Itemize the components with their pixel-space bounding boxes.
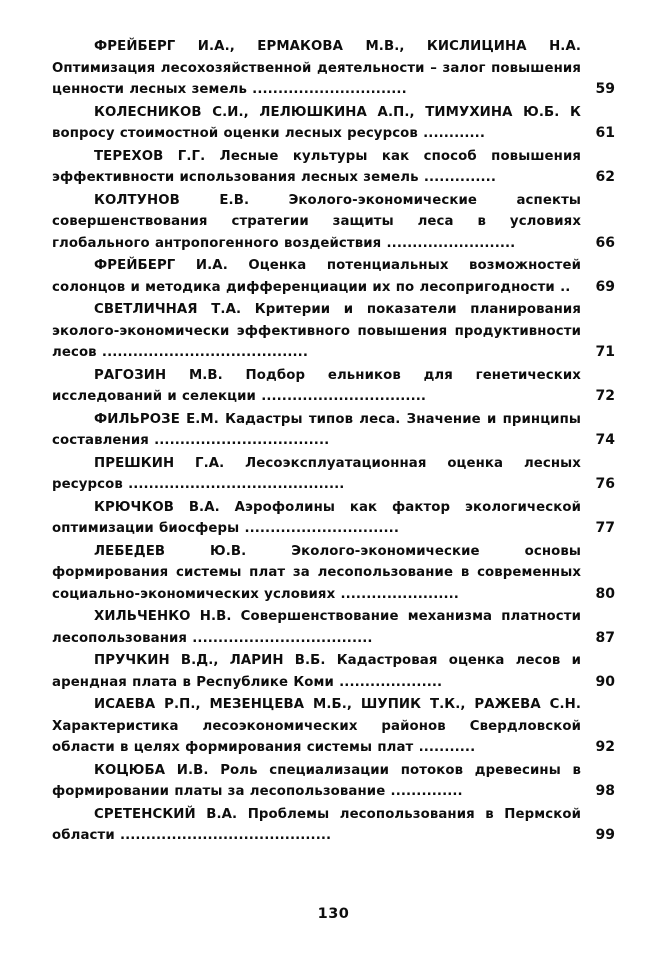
toc-entry [52, 409, 615, 452]
toc-entry-page-number: 71 [595, 344, 615, 360]
table-of-contents [52, 36, 615, 847]
toc-entry [52, 804, 615, 847]
toc-entry-page-number: 62 [595, 169, 615, 185]
toc-entry-page-number: 61 [595, 125, 615, 141]
toc-entry-page-number: 59 [595, 81, 615, 97]
toc-entry-title: ИСАЕВА Р.П., МЕЗЕНЦЕВА М.Б., ШУПИК Т.К., РАЖЕВА С.Н. Характеристика лесоэкономических районов Свердловской области в целях формирования системы плат ........... [52, 697, 581, 755]
page-folio: 130 [317, 906, 350, 922]
toc-entry-title: ПРУЧКИН В.Д., ЛАРИН В.Б. Кадастровая оценка лесов и арендная плата в Республике Коми .................... [52, 653, 581, 690]
toc-entry [52, 36, 615, 101]
toc-entry-page-number: 98 [595, 783, 615, 799]
toc-entry-page-number: 74 [595, 432, 615, 448]
toc-entry [52, 606, 615, 649]
toc-entry [52, 650, 615, 693]
toc-entry-page-number: 80 [595, 585, 615, 602]
toc-entry [52, 146, 615, 189]
toc-entry-title: КРЮЧКОВ В.А. Аэрофолины как фактор экологической оптимизации биосферы .............................. [52, 499, 581, 536]
toc-entry-title: КОЛЕСНИКОВ С.И., ЛЕЛЮШКИНА А.П., ТИМУХИНА Ю.Б. К вопросу стоимостной оценки лесных ресурсов ............ [52, 104, 581, 141]
toc-entry-title: РАГОЗИН М.В. Подбор ельников для генетических исследований и селекции ................................ [52, 367, 581, 404]
toc-entry [52, 694, 615, 759]
toc-entry-title: КОЛТУНОВ Е.В. Эколого-экономические аспекты совершенствования стратегии защиты леса в условиях глобального антропогенного воздействия ......................... [52, 192, 581, 251]
toc-entry-title: ФРЕЙБЕРГ И.А., ЕРМАКОВА М.В., КИСЛИЦИНА Н.А. Оптимизация лесохозяйственной деятельности – залог повышения ценности лесных земель .............................. [52, 39, 581, 97]
toc-entry [52, 541, 615, 606]
toc-entry [52, 255, 615, 298]
toc-entry-page-number: 72 [595, 388, 615, 404]
toc-entry [52, 453, 615, 496]
toc-entry-title: СРЕТЕНСКИЙ В.А. Проблемы лесопользования в Пермской области ......................................... [52, 806, 581, 843]
toc-entry-page-number: 99 [595, 827, 615, 843]
toc-entry [52, 299, 615, 364]
toc-entry-title: ХИЛЬЧЕНКО Н.В. Совершенствование механизма платности лесопользования ................................... [52, 609, 581, 646]
toc-entry-title: КОЦЮБА И.В. Роль специализации потоков древесины в формировании платы за лесопользование .............. [52, 762, 581, 799]
toc-entry [52, 365, 615, 408]
toc-entry-title: СВЕТЛИЧНАЯ Т.А. Критерии и показатели планирования эколого-экономически эффективного повышения продуктивности лесов ........................................ [52, 302, 581, 360]
toc-entry-title: ФИЛЬРОЗЕ Е.М. Кадастры типов леса. Значение и принципы составления .................................. [52, 411, 581, 448]
toc-entry-title: ПРЕШКИН Г.А. Лесоэксплуатационная оценка лесных ресурсов .......................................... [52, 455, 581, 492]
toc-entry-page-number: 76 [595, 476, 615, 492]
toc-entry-title: ФРЕЙБЕРГ И.А. Оценка потенциальных возможностей солонцов и методика дифференциации их по лесопригодности .. [52, 258, 581, 295]
toc-entry [52, 497, 615, 540]
toc-entry-page-number: 69 [595, 278, 615, 295]
toc-entry [52, 190, 615, 255]
toc-entry-title: ТЕРЕХОВ Г.Г. Лесные культуры как способ повышения эффективности использования лесных земель .............. [52, 148, 581, 185]
toc-entry-page-number: 92 [595, 739, 615, 755]
toc-entry-page-number: 66 [595, 234, 615, 251]
toc-entry-page-number: 77 [595, 520, 615, 536]
toc-entry [52, 102, 615, 145]
toc-entry-title: ЛЕБЕДЕВ Ю.В. Эколого-экономические основы формирования системы плат за лесопользование в современных социально-экономических условиях ....................... [52, 543, 581, 602]
toc-entry-page-number: 90 [595, 673, 615, 690]
toc-entry-page-number: 87 [595, 629, 615, 646]
toc-entry [52, 760, 615, 803]
